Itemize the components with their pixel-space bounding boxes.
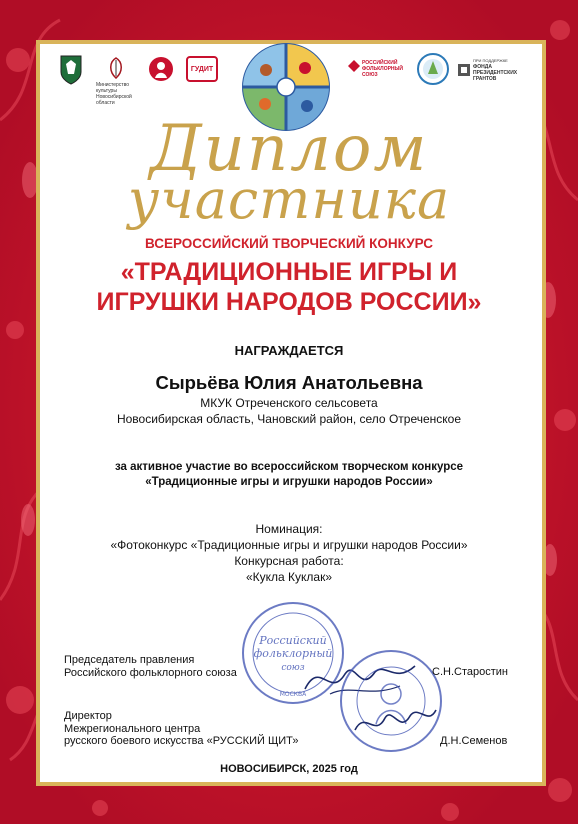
work-label: Конкурсная работа:: [234, 554, 344, 568]
awarded-label: НАГРАЖДАЕТСЯ: [234, 343, 344, 358]
contest-title-line2: ИГРУШКИ НАРОДОВ РОССИИ»: [96, 288, 482, 316]
contest-subtitle: ВСЕРОССИЙСКИЙ ТВОРЧЕСКИЙ КОНКУРС: [144, 236, 434, 251]
folklore-union-label: РОССИЙСКИЙ ФОЛЬКЛОРНЫЙ СОЮЗ: [362, 60, 404, 78]
diploma-title-line1: Диплом: [149, 112, 429, 186]
chair-title-line2: Российского фольклорного союза: [64, 666, 237, 679]
grants-line1: ПРИ ПОДДЕРЖКЕ: [473, 58, 508, 63]
folk-emblem-icon: [148, 54, 174, 84]
stamp1-line1: Российский: [259, 634, 327, 647]
gudit-logo: [186, 56, 218, 82]
coat-of-arms-icon: [58, 54, 84, 86]
director-signature: [350, 700, 440, 744]
chair-name: С.Н.Старостин: [432, 666, 508, 678]
ministry-caption: Министерство культуры Новосибирской области: [96, 82, 132, 106]
gudit-label: ГУДИТ: [190, 66, 214, 73]
director-title-line3: русского боевого искусства «РУССКИЙ ЩИТ»: [64, 735, 299, 747]
recipient-name: Сырьёва Юлия Анатольевна: [155, 372, 423, 393]
director-title-line1: Директор: [64, 710, 112, 722]
director-name: Д.Н.Семенов: [440, 735, 508, 747]
award-reason-line1: за активное участие во всероссийском творческом конкурсе: [114, 461, 464, 473]
folklore-union-icon: [348, 60, 360, 72]
recipient-organization: МКУК Отреченского сельсовета: [200, 396, 378, 410]
place-and-year: НОВОСИБИРСК, 2025 год: [220, 763, 358, 775]
work-value: «Кукла Куклак»: [245, 570, 333, 584]
chair-title-line1: Председатель правления: [64, 654, 195, 666]
grants-fund-label: [473, 58, 533, 82]
contest-title: [40, 257, 538, 317]
recipient-location: Новосибирская область, Чановский район, село Отреченское: [116, 412, 462, 426]
director-title-line2: Межрегионального центра: [64, 722, 201, 735]
stamp1-city: МОСКВА: [279, 691, 307, 698]
director-title: [64, 710, 299, 748]
grants-fund-icon: [458, 64, 470, 76]
stamp1-line3: союз: [281, 663, 305, 673]
ministry-logo-icon: [106, 56, 126, 80]
grants-line2: ФОНДА: [473, 64, 492, 70]
russian-shield-icon: [416, 52, 450, 86]
nomination-value: «Фотоконкурс «Традиционные игры и игрушки народов России»: [110, 538, 468, 552]
grants-line4: ГРАНТОВ: [473, 76, 497, 82]
diploma-title-line2: участника: [127, 168, 451, 231]
award-reason-line2: «Традиционные игры и игрушки народов России»: [145, 476, 433, 488]
nomination-label: Номинация:: [255, 522, 323, 536]
grants-line3: ПРЕЗИДЕНТСКИХ: [473, 70, 518, 76]
contest-title-line1: «ТРАДИЦИОННЫЕ ИГРЫ И: [120, 258, 458, 286]
stamp1-line2: фольклорный: [253, 647, 333, 660]
chair-title: [64, 654, 237, 679]
